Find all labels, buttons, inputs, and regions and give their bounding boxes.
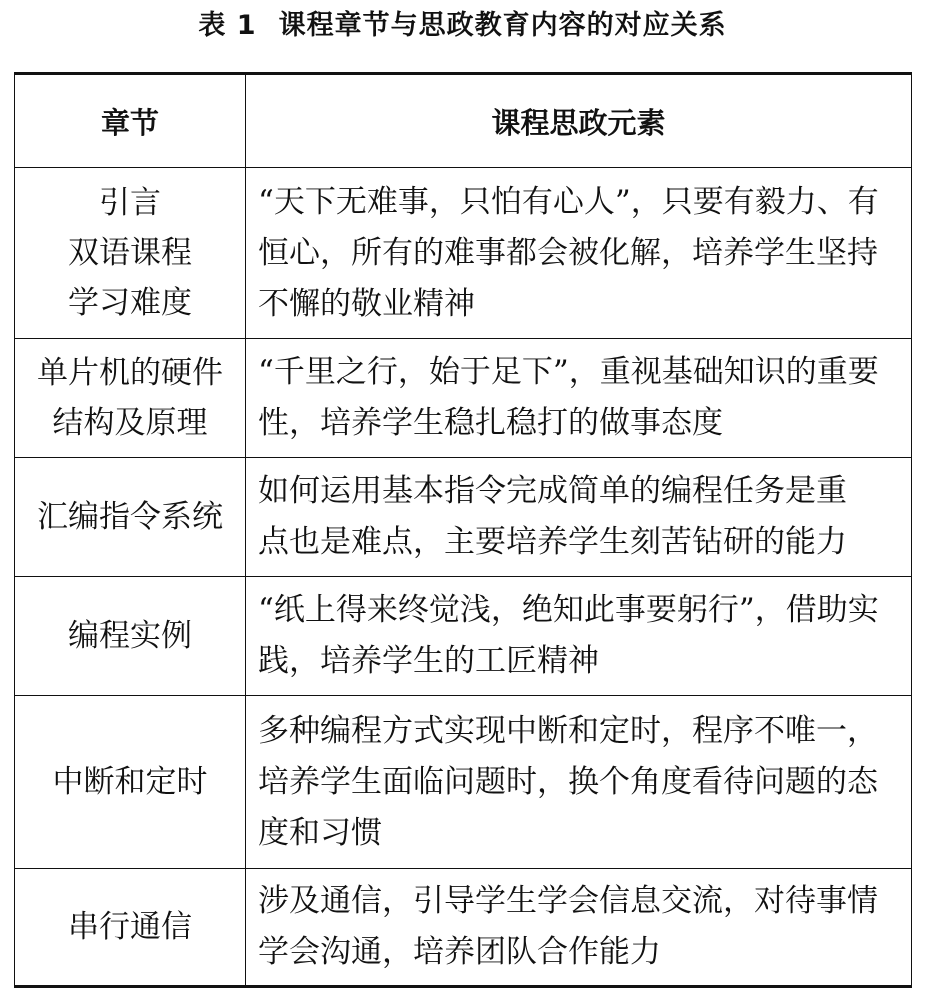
content-line: 学会沟通，培养团队合作能力	[258, 934, 661, 970]
content-cell	[246, 869, 912, 987]
chapter-line: 学习难度	[68, 285, 192, 321]
content-line: 多种编程方式实现中断和定时，程序不唯一，	[258, 712, 878, 749]
content-line: 涉及通信，引导学生学会信息交流，对待事情	[258, 883, 878, 919]
content-line: 性，培养学生稳扎稳打的做事态度	[258, 405, 723, 441]
chapter-line: 汇编指令系统	[37, 499, 223, 535]
content-line: “纸上得来终觉浅，绝知此事要躬行”，借助实	[258, 592, 879, 628]
content-line: 如何运用基本指令完成简单的编程任务是重	[258, 473, 847, 509]
course-ideology-table	[14, 72, 912, 988]
content-line: 培养学生面临问题时，换个角度看待问题的态	[258, 763, 878, 800]
chapter-line: 中断和定时	[52, 764, 208, 800]
chapter-cell	[15, 577, 246, 696]
table-row	[15, 339, 912, 458]
table-number: 表 1	[198, 10, 257, 41]
chapter-cell	[15, 168, 246, 339]
chapter-cell	[15, 458, 246, 577]
content-line: 不懈的敬业精神	[258, 285, 475, 322]
chapter-cell	[15, 339, 246, 458]
table-row	[15, 168, 912, 339]
chapter-line: 双语课程	[68, 235, 192, 271]
chapter-line: 引言	[99, 185, 161, 221]
chapter-line: 结构及原理	[52, 405, 208, 441]
table-row	[15, 577, 912, 696]
table-caption	[0, 6, 925, 46]
content-line: “千里之行，始于足下”，重视基础知识的重要	[258, 354, 879, 390]
chapter-line: 串行通信	[68, 909, 192, 945]
content-line: 践，培养学生的工匠精神	[258, 643, 599, 679]
content-cell	[246, 168, 912, 339]
content-line: “天下无难事，只怕有心人”，只要有毅力、有	[258, 183, 879, 220]
content-line: 度和习惯	[258, 814, 382, 851]
table-header-row	[15, 74, 912, 168]
chapter-line: 编程实例	[68, 618, 192, 654]
content-line: 恒心，所有的难事都会被化解，培养学生坚持	[258, 234, 878, 271]
header-ideology-elements: 课程思政元素	[246, 74, 912, 168]
table-row	[15, 869, 912, 987]
table-row	[15, 696, 912, 869]
content-cell	[246, 696, 912, 869]
table-title: 课程章节与思政教育内容的对应关系	[278, 10, 727, 41]
header-chapter: 章节	[15, 74, 246, 168]
content-line: 点也是难点，主要培养学生刻苦钻研的能力	[258, 524, 847, 560]
chapter-line: 单片机的硬件	[37, 355, 223, 391]
content-cell	[246, 577, 912, 696]
content-cell	[246, 458, 912, 577]
content-cell	[246, 339, 912, 458]
chapter-cell	[15, 696, 246, 869]
chapter-cell	[15, 869, 246, 987]
table-row	[15, 458, 912, 577]
